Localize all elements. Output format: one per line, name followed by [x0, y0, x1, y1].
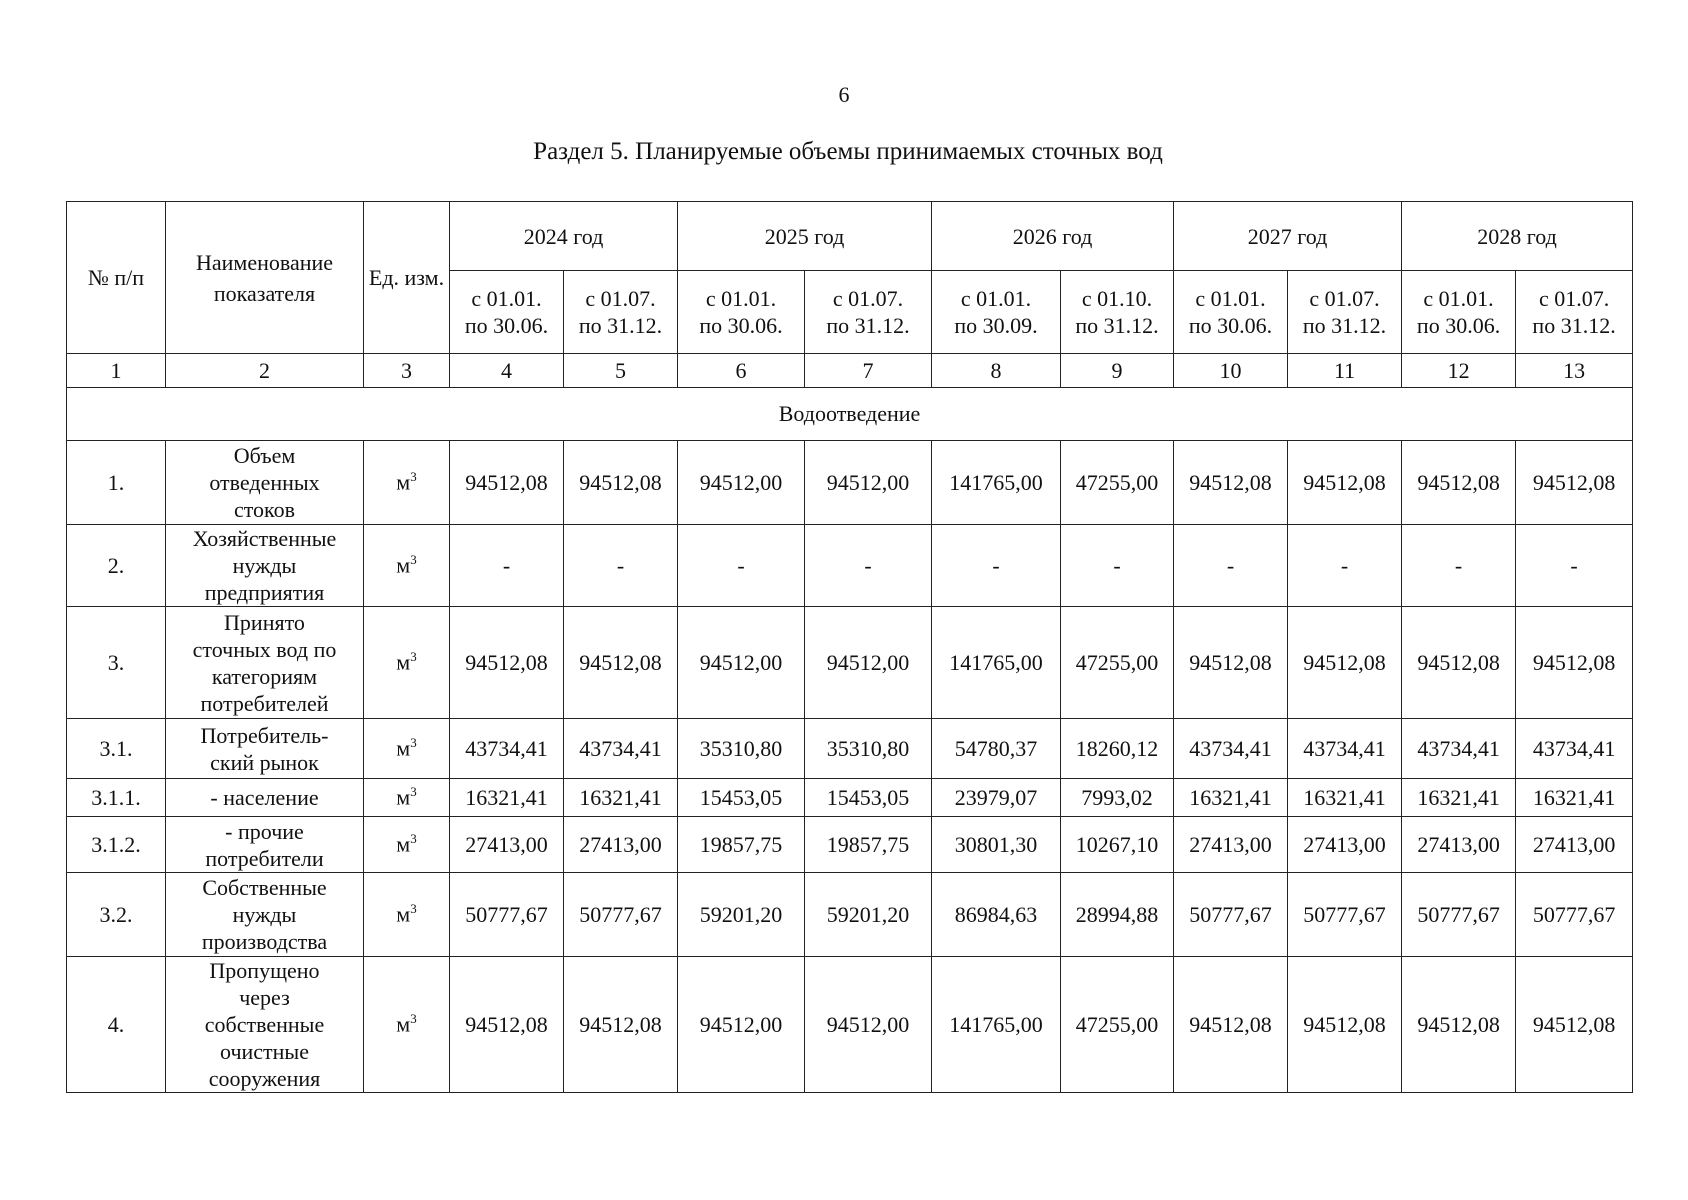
row-number: 3.	[67, 607, 166, 719]
value-cell: 94512,08	[1402, 441, 1516, 525]
value-cell: 59201,20	[678, 873, 805, 957]
section-title: Раздел 5. Планируемые объемы принимаемых сточных вод	[533, 138, 1163, 165]
value-cell: 94512,08	[564, 957, 678, 1093]
value-cell: 19857,75	[805, 817, 932, 873]
value-cell: 50777,67	[450, 873, 564, 957]
unit-exponent: 3	[410, 901, 417, 917]
table-row	[67, 441, 1633, 525]
wastewater-volume-table	[66, 201, 1633, 1093]
row-number: 1.	[67, 441, 166, 525]
table-row	[67, 719, 1633, 779]
value-cell: -	[1288, 525, 1402, 607]
value-cell: 43734,41	[564, 719, 678, 779]
period-start: с 01.07.	[1538, 286, 1610, 311]
table-row	[67, 873, 1633, 957]
table-row	[67, 607, 1633, 719]
period-end: по 30.06.	[464, 313, 549, 338]
period-end: по 30.09.	[954, 313, 1038, 338]
value-cell: -	[932, 525, 1061, 607]
header-period	[1402, 271, 1516, 354]
value-cell: 47255,00	[1061, 607, 1174, 719]
value-cell: 50777,67	[1402, 873, 1516, 957]
value-cell: 50777,67	[1174, 873, 1288, 957]
table-row	[67, 525, 1633, 607]
value-cell: 43734,41	[450, 719, 564, 779]
value-cell: -	[1402, 525, 1516, 607]
value-cell: 30801,30	[932, 817, 1061, 873]
column-index: 3	[364, 354, 450, 388]
value-cell: 19857,75	[678, 817, 805, 873]
period-start: с 01.01.	[1423, 286, 1494, 311]
page-number: 6	[838, 82, 850, 107]
unit-cell	[364, 441, 450, 525]
header-period	[564, 271, 678, 354]
header-period	[678, 271, 805, 354]
value-cell: 15453,05	[678, 779, 805, 817]
unit-base: м	[396, 784, 411, 810]
header-year-2025: 2025 год	[678, 202, 932, 271]
value-cell: 18260,12	[1061, 719, 1174, 779]
unit-cell	[364, 873, 450, 957]
row-number: 3.1.	[67, 719, 166, 779]
value-cell: 94512,00	[805, 441, 932, 525]
unit-base: м	[396, 552, 411, 578]
period-start: с 01.07.	[1309, 286, 1380, 311]
period-start: с 01.01.	[705, 286, 777, 311]
column-index: 6	[678, 354, 805, 388]
value-cell: 28994,88	[1061, 873, 1174, 957]
value-cell: 43734,41	[1402, 719, 1516, 779]
period-start: с 01.01.	[471, 286, 542, 311]
period-start: с 01.01.	[960, 286, 1032, 311]
period-start: с 01.10.	[1081, 286, 1153, 311]
period-end: по 30.06.	[1188, 313, 1273, 338]
value-cell: 94512,00	[805, 607, 932, 719]
value-cell: 27413,00	[1174, 817, 1288, 873]
value-cell: -	[1174, 525, 1288, 607]
column-index: 9	[1061, 354, 1174, 388]
unit-cell	[364, 817, 450, 873]
column-index: 5	[564, 354, 678, 388]
value-cell: 35310,80	[805, 719, 932, 779]
indicator-name: Принято сточных вод по категориям потребителей	[166, 607, 364, 719]
value-cell: 94512,08	[1174, 957, 1288, 1093]
unit-cell	[364, 607, 450, 719]
period-start: с 01.07.	[832, 286, 904, 311]
value-cell: 94512,08	[564, 441, 678, 525]
period-end: по 30.06.	[699, 313, 783, 338]
header-period	[1174, 271, 1288, 354]
value-cell: 27413,00	[564, 817, 678, 873]
period-end: по 31.12.	[1532, 313, 1616, 338]
value-cell: 94512,08	[450, 441, 564, 525]
period-end: по 31.12.	[826, 313, 910, 338]
value-cell: 50777,67	[1516, 873, 1633, 957]
unit-exponent: 3	[410, 831, 417, 847]
value-cell: -	[678, 525, 805, 607]
column-index: 12	[1402, 354, 1516, 388]
header-no: № п/п	[67, 202, 166, 354]
header-year-2028: 2028 год	[1402, 202, 1633, 271]
value-cell: 94512,08	[1516, 607, 1633, 719]
value-cell: 27413,00	[450, 817, 564, 873]
unit-exponent: 3	[410, 649, 417, 665]
value-cell: -	[450, 525, 564, 607]
header-period	[1061, 271, 1174, 354]
column-index: 2	[166, 354, 364, 388]
table-row	[67, 817, 1633, 873]
period-start: с 01.01.	[1195, 286, 1266, 311]
value-cell: 16321,41	[1288, 779, 1402, 817]
value-cell: 59201,20	[805, 873, 932, 957]
header-period	[1516, 271, 1633, 354]
value-cell: 27413,00	[1402, 817, 1516, 873]
value-cell: 94512,08	[1402, 957, 1516, 1093]
row-number: 3.1.2.	[67, 817, 166, 873]
header-name: Наименование показателя	[166, 202, 364, 354]
header-year-2024: 2024 год	[450, 202, 678, 271]
value-cell: 94512,08	[450, 957, 564, 1093]
value-cell: -	[1061, 525, 1174, 607]
value-cell: 141765,00	[932, 957, 1061, 1093]
header-period	[805, 271, 932, 354]
value-cell: 16321,41	[1174, 779, 1288, 817]
value-cell: 50777,67	[564, 873, 678, 957]
indicator-name: Потребитель- ский рынок	[166, 719, 364, 779]
indicator-name: Собственные нужды производства	[166, 873, 364, 957]
value-cell: 141765,00	[932, 607, 1061, 719]
unit-base: м	[396, 469, 411, 495]
unit-cell	[364, 719, 450, 779]
unit-exponent: 3	[410, 552, 417, 568]
value-cell: 16321,41	[450, 779, 564, 817]
value-cell: 43734,41	[1174, 719, 1288, 779]
unit-exponent: 3	[410, 469, 417, 485]
value-cell: 54780,37	[932, 719, 1061, 779]
period-end: по 31.12.	[1302, 313, 1387, 338]
value-cell: 94512,08	[450, 607, 564, 719]
table-row	[67, 779, 1633, 817]
value-cell: 94512,08	[1288, 441, 1402, 525]
unit-base: м	[396, 831, 411, 857]
value-cell: 7993,02	[1061, 779, 1174, 817]
value-cell: 23979,07	[932, 779, 1061, 817]
row-number: 4.	[67, 957, 166, 1093]
value-cell: 94512,08	[1288, 607, 1402, 719]
value-cell: 94512,08	[1288, 957, 1402, 1093]
column-index: 10	[1174, 354, 1288, 388]
header-period	[932, 271, 1061, 354]
period-end: по 31.12.	[578, 313, 663, 338]
value-cell: 35310,80	[678, 719, 805, 779]
value-cell: 47255,00	[1061, 441, 1174, 525]
indicator-name: - население	[166, 779, 364, 817]
value-cell: 16321,41	[1402, 779, 1516, 817]
value-cell: 27413,00	[1288, 817, 1402, 873]
value-cell: 94512,00	[805, 957, 932, 1093]
value-cell: 94512,08	[564, 607, 678, 719]
value-cell: 43734,41	[1516, 719, 1633, 779]
unit-base: м	[396, 735, 411, 761]
value-cell: -	[564, 525, 678, 607]
value-cell: 94512,08	[1174, 607, 1288, 719]
value-cell: 16321,41	[1516, 779, 1633, 817]
value-cell: 27413,00	[1516, 817, 1633, 873]
column-index: 11	[1288, 354, 1402, 388]
value-cell: 94512,08	[1516, 957, 1633, 1093]
value-cell: 43734,41	[1288, 719, 1402, 779]
unit-cell	[364, 957, 450, 1093]
column-index: 13	[1516, 354, 1633, 388]
unit-cell	[364, 779, 450, 817]
indicator-name: Объем отведенных стоков	[166, 441, 364, 525]
column-index: 1	[67, 354, 166, 388]
period-end: по 30.06.	[1416, 313, 1501, 338]
value-cell: 50777,67	[1288, 873, 1402, 957]
header-period	[450, 271, 564, 354]
value-cell: 16321,41	[564, 779, 678, 817]
value-cell: 94512,08	[1402, 607, 1516, 719]
value-cell: 94512,00	[678, 607, 805, 719]
value-cell: 10267,10	[1061, 817, 1174, 873]
value-cell: 15453,05	[805, 779, 932, 817]
header-year-2026: 2026 год	[932, 202, 1174, 271]
value-cell: 94512,08	[1174, 441, 1288, 525]
header-year-2027: 2027 год	[1174, 202, 1402, 271]
row-number: 3.2.	[67, 873, 166, 957]
value-cell: 94512,00	[678, 957, 805, 1093]
unit-exponent: 3	[410, 735, 417, 751]
header-period	[1288, 271, 1402, 354]
period-end: по 31.12.	[1075, 313, 1159, 338]
column-index: 4	[450, 354, 564, 388]
value-cell: 86984,63	[932, 873, 1061, 957]
column-index: 7	[805, 354, 932, 388]
unit-base: м	[396, 649, 411, 675]
value-cell: 47255,00	[1061, 957, 1174, 1093]
row-number: 3.1.1.	[67, 779, 166, 817]
table-row	[67, 957, 1633, 1093]
indicator-name: Хозяйственные нужды предприятия	[166, 525, 364, 607]
period-start: с 01.07.	[585, 286, 656, 311]
value-cell: 94512,00	[678, 441, 805, 525]
unit-exponent: 3	[410, 1011, 417, 1027]
unit-base: м	[396, 901, 411, 927]
value-cell: 94512,08	[1516, 441, 1633, 525]
column-index: 8	[932, 354, 1061, 388]
value-cell: 141765,00	[932, 441, 1061, 525]
unit-cell	[364, 525, 450, 607]
section-label: Водоотведение	[67, 388, 1633, 441]
value-cell: -	[1516, 525, 1633, 607]
header-unit: Ед. изм.	[364, 202, 450, 354]
indicator-name: - прочие потребители	[166, 817, 364, 873]
unit-base: м	[396, 1011, 411, 1037]
row-number: 2.	[67, 525, 166, 607]
indicator-name: Пропущено через собственные очистные сооружения	[166, 957, 364, 1093]
value-cell: -	[805, 525, 932, 607]
unit-exponent: 3	[410, 784, 417, 800]
